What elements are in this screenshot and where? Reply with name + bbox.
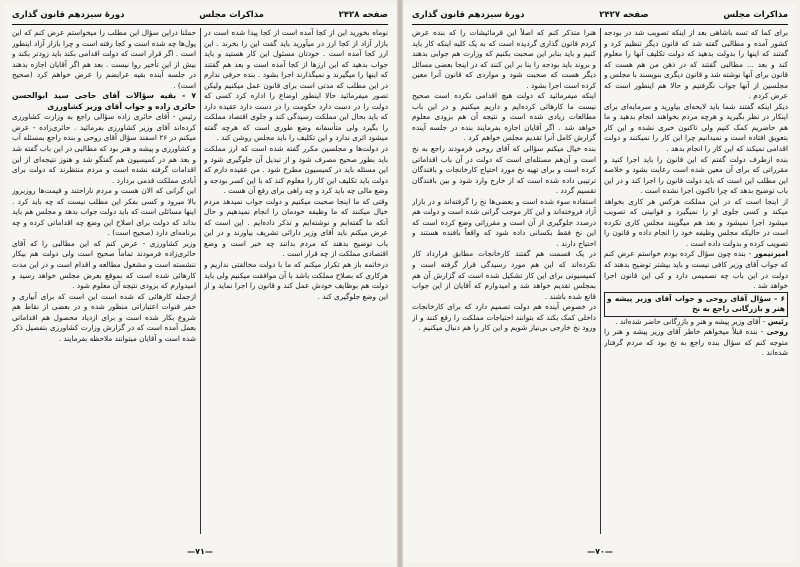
left-page-folio: —۷۱— <box>187 547 213 556</box>
right-page-header <box>412 8 788 22</box>
speaker-name: امیرتیمور <box>754 249 788 259</box>
left-page-header <box>12 8 388 22</box>
left-page-left-column <box>12 28 196 534</box>
paragraph: این گرانی که الان هست و مردم ناراحتند و قیمت‌ها روزبروز بالا میرود و کسی بفکر این مطلب نیست که چه باید کرد . اینها مسائلی است که باید دولت جواب بدهد و مجلس هم باید بداند که دولت برای اصلاح این وضع چه اقداماتی کرده و چه برنامه‌ای دارد (صحیح است) . <box>12 186 196 238</box>
left-page <box>4 4 396 562</box>
paragraph: در دولت‌ها و مجلسین مکرر گفته شده است که ارز مملکت باید بطور صحیح مصرف شود و از تبدیل آن جلوگیری شود و این مسئله باید در کمیسیون مطرح شود . من عقیده دارم که دولت باید تکلیف این کار را معلوم کند که با این کسر بودجه و وضع مالی چه باید کرد و چه راهی برای رفع آن هست . <box>204 144 388 196</box>
speaker-name: روحی <box>766 327 788 337</box>
right-page <box>404 4 796 562</box>
column-divider <box>200 28 201 534</box>
paragraph: اینکه میفرمائید که دولت هیچ اقدامی نکرده است صحیح نیست ما کارهائی کرده‌ایم و داریم میکنیم و در این باب مطالعات زیادی شده است و نتیجه آن هم بزودی معلوم خواهد شد . اگر آقایان اجازه بفرمایند بنده در جلسه آینده گزارش کامل آنرا تقدیم مجلس خواهم کرد . <box>412 91 596 143</box>
column-divider <box>600 28 601 534</box>
speech-text: آقای وزیر پیشه و هنر و بازرگانی حاضر شده‌اند . <box>615 316 761 326</box>
left-page-session-title: دورهٔ سیزدهم قانون گذاری <box>12 10 125 20</box>
paragraph: دیکر اینکه گفتند شما باید لایحه‌ای بیاورید و سرمایه‌ای برای اینکار در نظر بگیرید و هرچه مردم بخواهند انجام بدهید و ما هم حاضریم کمک کنیم ولی تاکنون خبری نشده و این کار بتعویق افتاده است و نمیدانیم چرا این کار را نمیکنند و دولت اقدامی نمیکند که این کار را انجام بدهد . <box>604 101 788 154</box>
book-gutter <box>397 0 403 567</box>
paragraph: وزیر کشاورزی - عرض کنم که این مطالبی را که آقای حائری‌زاده فرمودند تماماً صحیح است ولی دولت هم بیکار ننشسته است و مشغول مطالعه و اقدام است و در این مدت کارهائی شده است که بموقع بعرض مجلس خواهد رسید و امیدوارم که بزودی نتیجه آن معلوم شود . <box>12 238 196 291</box>
speaker-paragraph: رئیس - آقای وزیر پیشه و هنر و بازرگانی حاضر شده‌اند . <box>615 316 788 326</box>
right-page-right-column <box>604 28 788 534</box>
paragraph: رئیس - آقای حائری زاده سؤالی راجع به وزارت کشاورزی کرده‌اند آقای وزیر کشاورزی بفرمائید . حائری‌زاده - عرض میکنم در ۲۶ اسفند سؤال آقای روحی و بنده راجع بمسئله آب و کشاورزی و پیشه و هنر بود که مطالبی در این باب گفته شد و بعد هم در کمیسیون هم گفتگو شد و هنوز نتیجه‌ای از این اقدامات گرفته نشده است و مردم منتظرند که دولت برای آبادی مملکت قدمی بردارد . <box>12 112 196 185</box>
right-page-center-title: مذاکرات مجلس <box>723 10 788 20</box>
paragraph: نوماه بخورید این از کجا آمده است از کجا پیدا شده است در بازار آزاد از کجا ارز در میآورید باید گفت این را بخرند . این ارز کجا آمده است . خودتان مسئول این کار هستید و باید جواب بدهید که این ارزها از کجا آمده است و بعد هم گفتند که اینها را میگیرند و نمیگذارند اجرا بشود . بنده حرفی ندارم در این مطلب که مدتی است برای قانون عمل میکنیم ولیکن تصور میفرمائید حالا اینطور اوضاع را اداره کرد کسی که دولت را در دست دارد حکومت را در دست دارد عقیده دارد که باید بحال این مملکت رسیدگی کند و جلوی اقتصاد مملکت را بگیرد ولی متأسفانه وضع طوری است که هرچه گفته میشود اثری ندارد و این تکلیف را باید مجلس روشن کند . <box>204 28 388 143</box>
right-page-session-title: دورهٔ سیزدهم قانون گذاری <box>412 10 525 20</box>
paragraph: بنده ازطرف دولت گفتم که این قانون را باید اجرا کنید و مقرراتی که برای آن معین شده است رعایت بشود و خلاصه این مطلب این است که باید دولت قانون را اجرا کند و در این باب توضیح بدهد که چرا تاکنون اجرا نشده است . <box>604 154 788 196</box>
paragraph: درخاتمه باز هم تکرار میکنم که ما با دولت مخالفتی نداریم و هرکاری که بصلاح مملکت باشد با آن موافقت میکنیم ولی باید دولت هم بوظایف خودش عمل کند و قانون را اجرا نماید و از این وضع جلوگیری کند . <box>204 260 388 301</box>
paragraph: بنده خیال میکنم سؤالی که آقای روحی فرمودند راجع به نخ است و آن‌هم مسئله‌ای است که دولت در آن باب اقداماتی کرده است و برای تهیه نخ مورد احتیاج کارخانجات و بافندگان ترتیبی داده شده است که از خارج وارد شود و بین بافندگان تقسیم گردد . <box>412 144 596 196</box>
paragraph: در خصوص آینده هم دولت تصمیم دارد که برای کارخانجات داخلی کمک بکند که بتوانند احتیاجات مملکت را رفع کنند و از ورود نخ خارجی بی‌نیاز شویم و این کار را هم دنبال میکنیم . <box>412 302 596 333</box>
paragraph: حملنا دراین سؤال این مطلب را میخواستم عرض کنم که این پول‌ها چه شده است و کجا رفته است و چرا بازار آزاد اینطور است . اگر قرار است که دولت اقدامی بکند باید زودتر بکند و بیش از این تأخیر روا نیست . بعد هم اگر آقایان اجازه بدهند در جلسه آینده بقیه عرایضم را عرض خواهم کرد (صحیح است) . <box>12 28 196 90</box>
right-page-left-column <box>412 28 596 534</box>
left-header-rule <box>12 24 388 25</box>
left-page-right-column <box>204 28 388 534</box>
speaker-paragraph: روحی - بنده قبلاً میخواهم خاطر آقای وزیر پیشه و هنر را متوجه کنم که سؤال بنده راجع به نخ بود که مردم گرفتار شده‌اند . <box>604 327 788 358</box>
paragraph: استفاده سوء شده است و بعضی‌ها نخ را گرفته‌اند و در بازار آزاد فروخته‌اند و این کار موجب گرانی شده است و دولت هم درصدد جلوگیری از آن است و مقرراتی وضع کرده است که این نخ فقط بکسانی داده شود که واقعاً بافنده هستند و احتیاج دارند . <box>412 196 596 248</box>
right-page-folio: —۷۰— <box>587 547 613 556</box>
paragraph: برای کما که تسه باشاهی بعد از اینکه تصویب شد در بودجه کشور آمده و مطالبی گفته شد که قانون دیگر تنظیم کرد و گفتند که اینها را بدولت بدهید که دولت تکلیف آنها را معلوم کند و بعد ... مطالبی گفتند که در ذهن من هم هست که قانون برای آنها نوشته شد و قانون دیگری بنویسند با مجلس و مجلسین از آنها جواب نگرفتیم و حالا هم اینطور است که عرض کردم . <box>604 28 788 101</box>
paragraph: وقتی که ما اینجا صحبت میکنیم و دولت جواب نمیدهد مردم خیال میکنند که ما وظیفه خودمان را انجام نمیدهیم و حال آنکه ما گفته‌ایم و نوشته‌ایم و تذکر داده‌ایم . این است که عرض میکنم باید آقای وزیر دارائی تشریف بیاورند و در این باب توضیح بدهند که مردم بدانند چه خبر است و وضع اقتصادی مملکت از چه قرار است . <box>204 196 388 259</box>
paragraph: ازجمله کارهائی که شده است این است که برای آبیاری و حفر قنوات اعتباراتی منظور شده و در بعضی از نقاط هم شروع بکار شده است و برای ازدیاد محصول هم اقداماتی بعمل آمده است که در گزارش وزارت کشاورزی بتفصیل ذکر شده است و آقایان میتوانند ملاحظه بفرمایند . <box>12 291 196 343</box>
section-heading: ۷ - بقیه سؤالات آقای حاجی سید ابوالحسن حائری زاده و جواب آقای وزیر کشاورزی <box>12 91 196 111</box>
right-page-number: صفحه ۲۴۲۷ <box>599 10 649 20</box>
left-page-center-title: مذاکرات مجلس <box>199 10 264 20</box>
speaker-name: رئیس <box>767 316 788 326</box>
boxed-section-heading: ۶ - سؤال آقای روحی و جواب آقای وزیر پیشه و هنر و بازرگانی راجع به نخ <box>604 292 788 317</box>
paragraph: در یک قسمت هم گفتند کارخانجات مطابق قرارداد کار نکرده‌اند که این هم مورد رسیدگی قرار گرفته است و کمیسیونی برای این کار تشکیل شده است که گزارش آن هم بمجلس تقدیم خواهد شد و امیدوارم که آقایان از این جواب قانع شده باشند . <box>412 249 596 301</box>
speaker-paragraph: امیرتیمور - بنده چون سؤال کرده بودم خواستم عرض کنم که جواب آقای وزیر کافی نیست و باید بیشتر توضیح بدهند که دولت در این باب چه تصمیمی دارد و کی این قانون اجرا خواهد شد . <box>604 249 788 291</box>
paragraph: از اینجا است که در این مملکت هرکس هر کاری بخواهد میکند و کسی جلوی او را نمیگیرد و قوانینی که تصویب میشود اجرا نمیشود و بعد هم میگویند مجلس کاری نکرده است در حالیکه مجلس وظیفه خود را انجام داده و قانون را تصویب کرده و بدولت داده است . <box>604 196 788 248</box>
left-page-number: صفحه ۲۴۲۸ <box>338 10 388 20</box>
speech-text: بنده چون سؤال کرده بودم خواستم عرض کنم که جواب آقای وزیر کافی نیست و باید بیشتر توضیح بدهند که دولت در این باب چه تصمیمی دارد و کی این قانون اجرا خواهد شد . <box>604 249 788 291</box>
paragraph: هنرا متذکر کنم که اصلاً این قرمائیشات را که بنده عرض کردم قانون گذاری گردیده است که به یک کلیه اینکه کار باید کنیم و باید بنابر این صحبت بکنیم که وزارت هم جوابی بدهند و بروند باید بودجه را بنا بر این کنند که در اینجا بعضی مسائل دیگر هست که صحبت شود و مواردی که قانون آنرا معین کرده است اجرا بشود . <box>412 28 596 90</box>
speech-text: بنده قبلاً میخواهم خاطر آقای وزیر پیشه و هنر را متوجه کنم که سؤال بنده راجع به نخ بود که مردم گرفتار شده‌اند . <box>604 327 788 358</box>
right-header-rule <box>412 24 788 25</box>
